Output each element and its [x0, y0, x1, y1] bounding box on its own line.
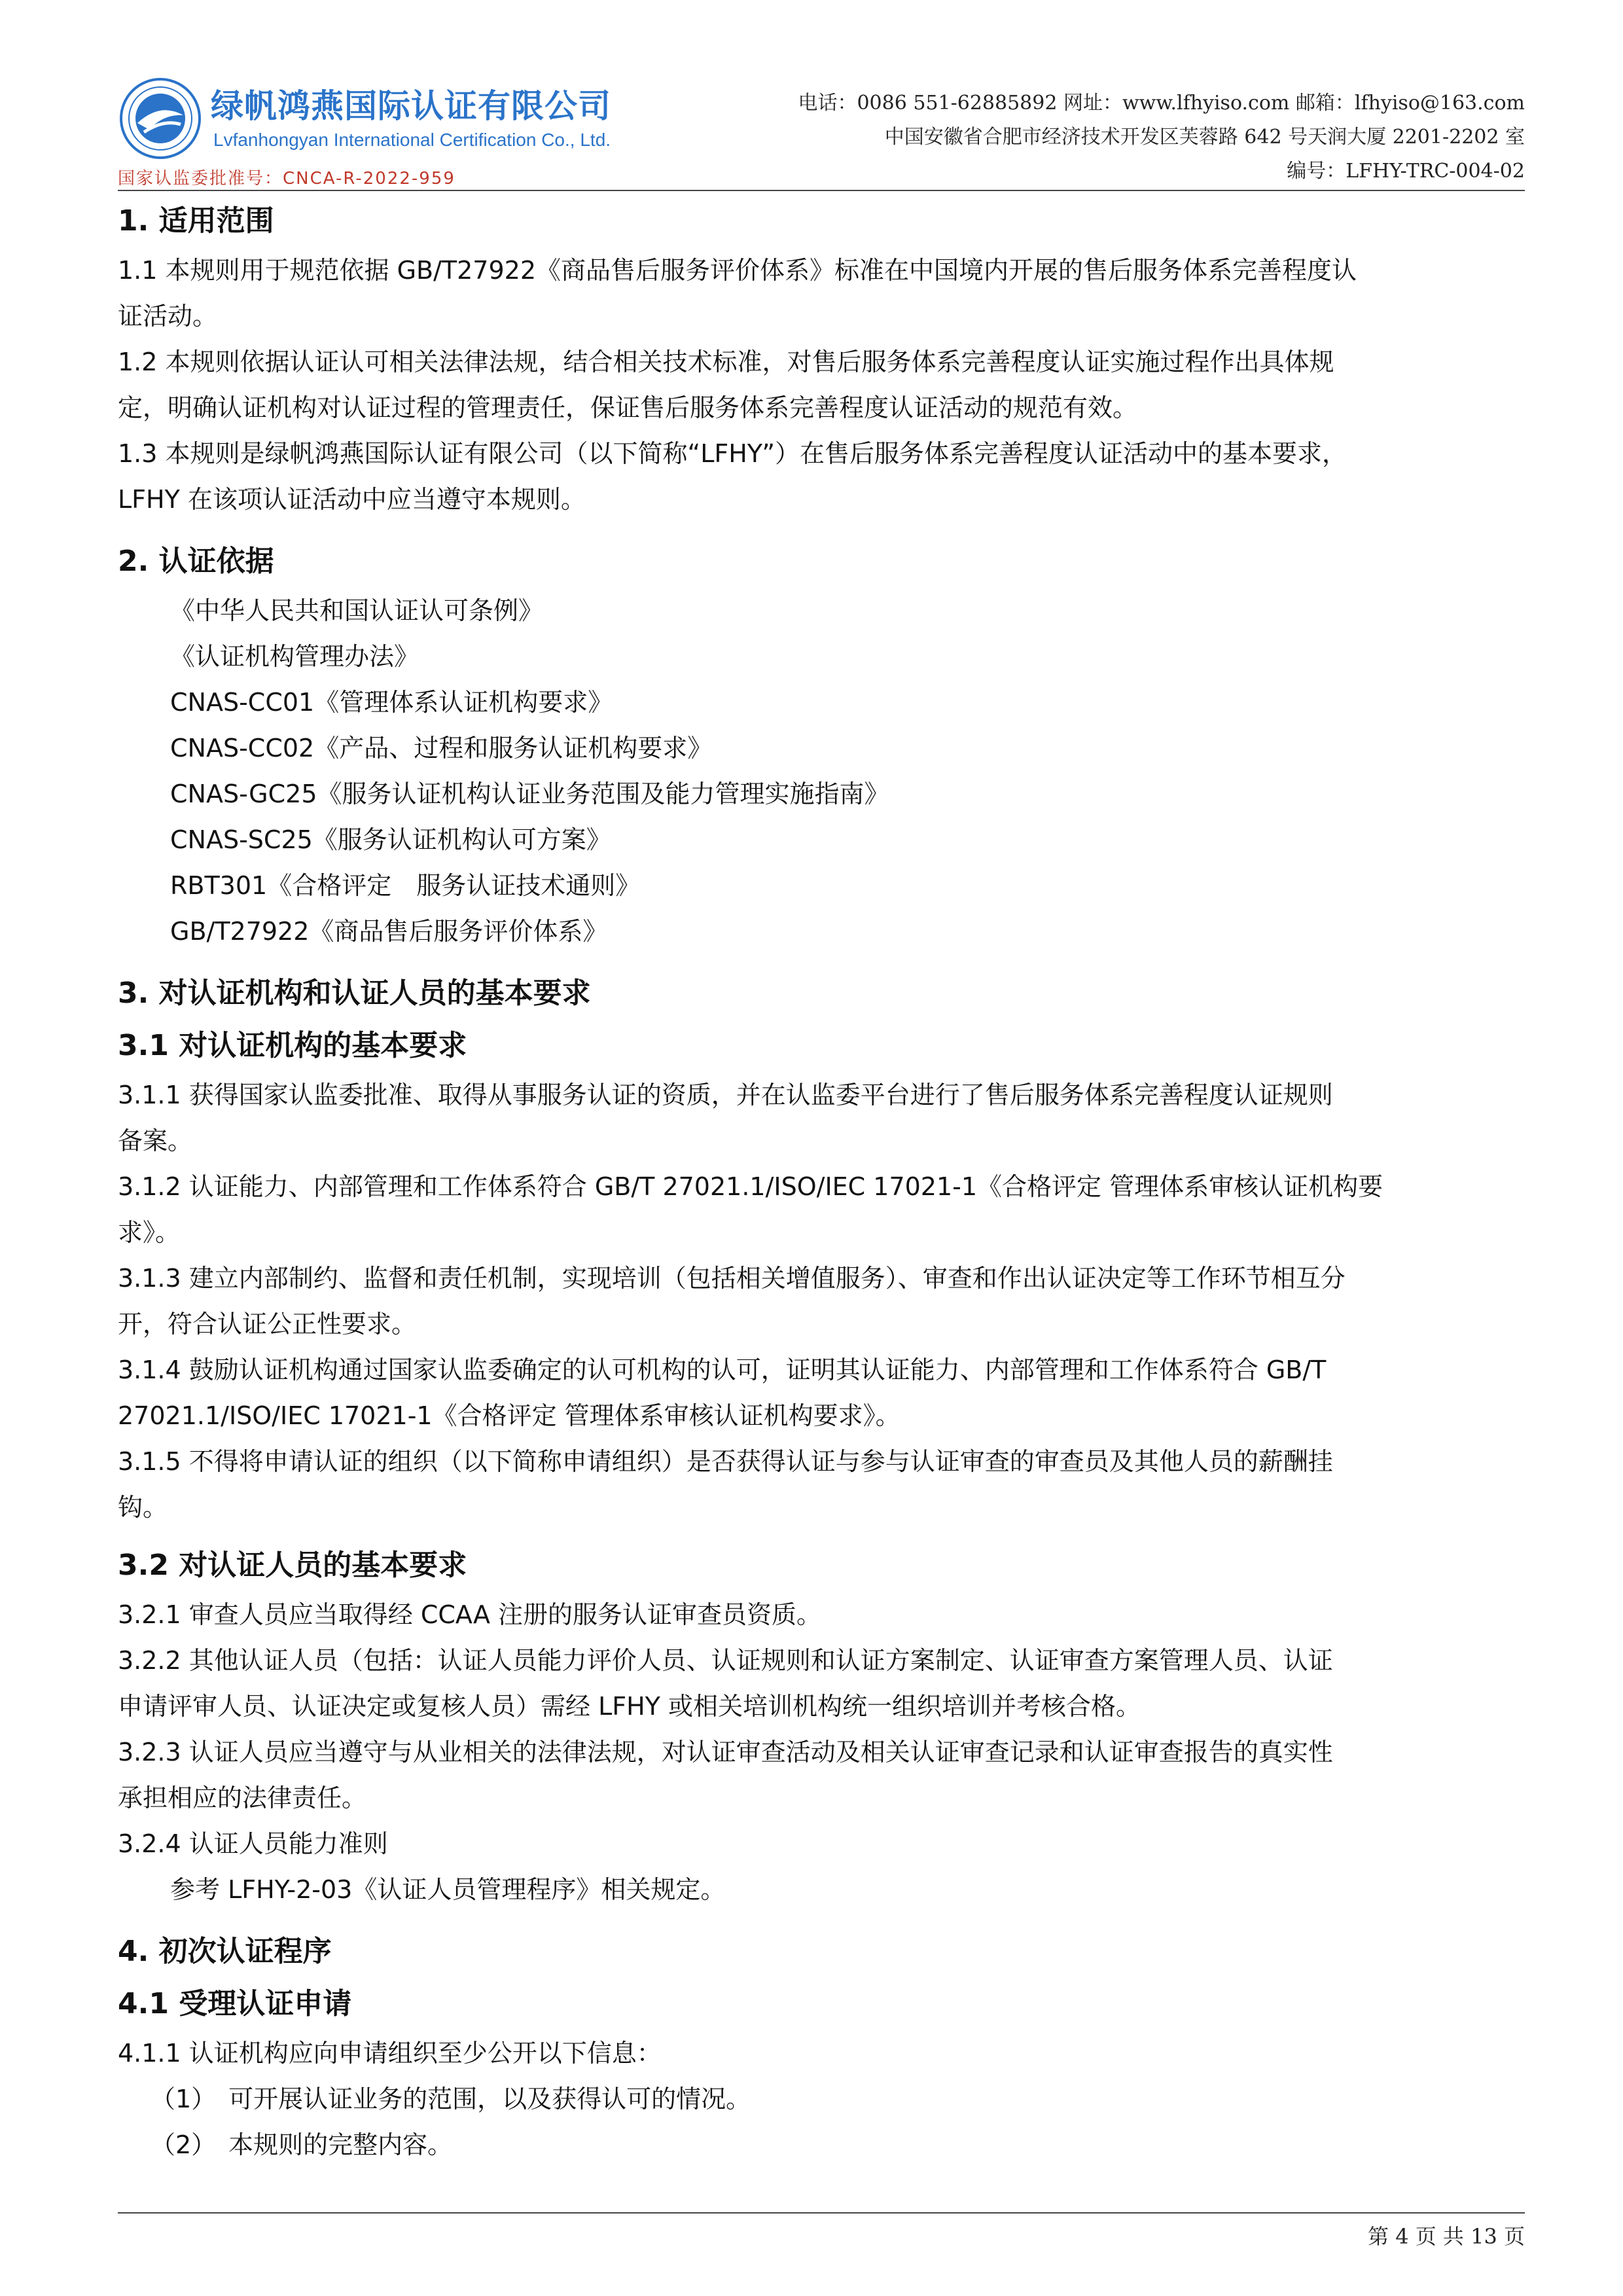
paragraph: 3.2.4 认证人员能力准则: [118, 1829, 388, 1858]
company-logo-block: [118, 71, 615, 188]
company-name-en: Lvfanhongyan International Certification Co., Ltd.: [213, 130, 611, 150]
paragraph: 27021.1/ISO/IEC 17021-1《合格评定 管理体系审核认证机构要求》。: [118, 1401, 901, 1430]
paragraph: 参考 LFHY-2-03《认证人员管理程序》相关规定。: [170, 1875, 726, 1904]
paragraph: 证活动。: [118, 302, 218, 331]
paragraph: 3.1.2 认证能力、内部管理和工作体系符合 GB/T 27021.1/ISO/IEC 17021-1《合格评定 管理体系审核认证机构要: [118, 1172, 1383, 1201]
reference-item: RBT301《合格评定 服务认证技术通则》: [170, 871, 641, 900]
page-number: 第 4 页 共 13 页: [1368, 2224, 1525, 2249]
reference-item: 《中华人民共和国认证认可条例》: [170, 596, 544, 625]
header-contact-block: [798, 86, 1525, 188]
footer-divider: [118, 2212, 1525, 2214]
paragraph: 定，明确认证机构对认证过程的管理责任，保证售后服务体系完善程度认证活动的规范有效。: [118, 393, 1138, 422]
contact-line: 电话：0086 551-62885892 网址：www.lfhyiso.com 邮箱：lfhyiso@163.com: [798, 92, 1525, 115]
reference-item: 《认证机构管理办法》: [170, 642, 419, 671]
paragraph: LFHY 在该项认证活动中应当遵守本规则。: [118, 485, 586, 514]
reference-item: CNAS-GC25《服务认证机构认证业务范围及能力管理实施指南》: [170, 780, 889, 808]
subsection-heading: 3.2 对认证人员的基本要求: [118, 1549, 467, 1582]
paragraph: 承担相应的法律责任。: [118, 1784, 367, 1812]
document-body: [118, 191, 1525, 2168]
section-heading: 2. 认证依据: [118, 545, 274, 578]
reference-item: GB/T27922《商品售后服务评价体系》: [170, 917, 608, 946]
section-heading: 1. 适用范围: [118, 204, 274, 238]
reference-item: CNAS-SC25《服务认证机构认可方案》: [170, 825, 611, 854]
subsection-heading: 3.1 对认证机构的基本要求: [118, 1029, 467, 1062]
paragraph: 3.1.3 建立内部制约、监督和责任机制，实现培训（包括相关增值服务）、审查和作出认证决定等工作环节相互分: [118, 1264, 1346, 1293]
approval-number: 国家认监委批准号：CNCA-R-2022-959: [118, 169, 455, 188]
paragraph: 3.1.5 不得将申请认证的组织（以下简称申请组织）是否获得认证与参与认证审查的审查员及其他人员的薪酬挂: [118, 1447, 1333, 1476]
paragraph: 1.2 本规则依据认证认可相关法律法规，结合相关技术标准，对售后服务体系完善程度认证实施过程作出具体规: [118, 348, 1334, 376]
paragraph: 钩。: [118, 1493, 168, 1522]
reference-item: CNAS-CC01《管理体系认证机构要求》: [170, 688, 613, 717]
list-item: （2） 本规则的完整内容。: [151, 2130, 453, 2159]
paragraph: 求》。: [118, 1218, 181, 1247]
company-name-cn: 绿帆鸿燕国际认证有限公司: [211, 87, 611, 125]
paragraph: 3.2.3 认证人员应当遵守与从业相关的法律法规，对认证审查活动及相关认证审查记录和认证审查报告的真实性: [118, 1738, 1333, 1767]
reference-item: CNAS-CC02《产品、过程和服务认证机构要求》: [170, 734, 713, 762]
paragraph: 开，符合认证公正性要求。: [118, 1310, 417, 1338]
paragraph: 4.1.1 认证机构应向申请组织至少公开以下信息：: [118, 2039, 662, 2068]
document-number: 编号：LFHY-TRC-004-02: [1287, 160, 1525, 183]
paragraph: 备案。: [118, 1126, 193, 1155]
list-item: （1） 可开展认证业务的范围，以及获得认可的情况。: [151, 2085, 751, 2113]
address-line: 中国安徽省合肥市经济技术开发区芙蓉路 642 号天润大厦 2201-2202 室: [884, 126, 1525, 149]
section-heading: 4. 初次认证程序: [118, 1935, 332, 1968]
paragraph: 申请评审人员、认证决定或复核人员）需经 LFHY 或相关培训机构统一组织培训并考核合格。: [118, 1692, 1141, 1721]
section-heading: 3. 对认证机构和认证人员的基本要求: [118, 977, 591, 1010]
paragraph: 1.3 本规则是绿帆鸿燕国际认证有限公司（以下简称“LFHY”）在售后服务体系完善程度认证活动中的基本要求，: [118, 439, 1347, 468]
paragraph: 3.1.1 获得国家认监委批准、取得从事服务认证的资质，并在认监委平台进行了售后服务体系完善程度认证规则: [118, 1081, 1333, 1109]
subsection-heading: 4.1 受理认证申请: [118, 1987, 352, 2020]
paragraph: 3.1.4 鼓励认证机构通过国家认监委确定的认可机构的认可，证明其认证能力、内部管理和工作体系符合 GB/T: [118, 1355, 1327, 1384]
paragraph: 3.2.1 审查人员应当取得经 CCAA 注册的服务认证审查员资质。: [118, 1600, 822, 1629]
company-logo-icon: [118, 76, 203, 161]
paragraph: 3.2.2 其他认证人员（包括：认证人员能力评价人员、认证规则和认证方案制定、认证审查方案管理人员、认证: [118, 1646, 1333, 1675]
paragraph: 1.1 本规则用于规范依据 GB/T27922《商品售后服务评价体系》标准在中国境内开展的售后服务体系完善程度认: [118, 256, 1357, 285]
